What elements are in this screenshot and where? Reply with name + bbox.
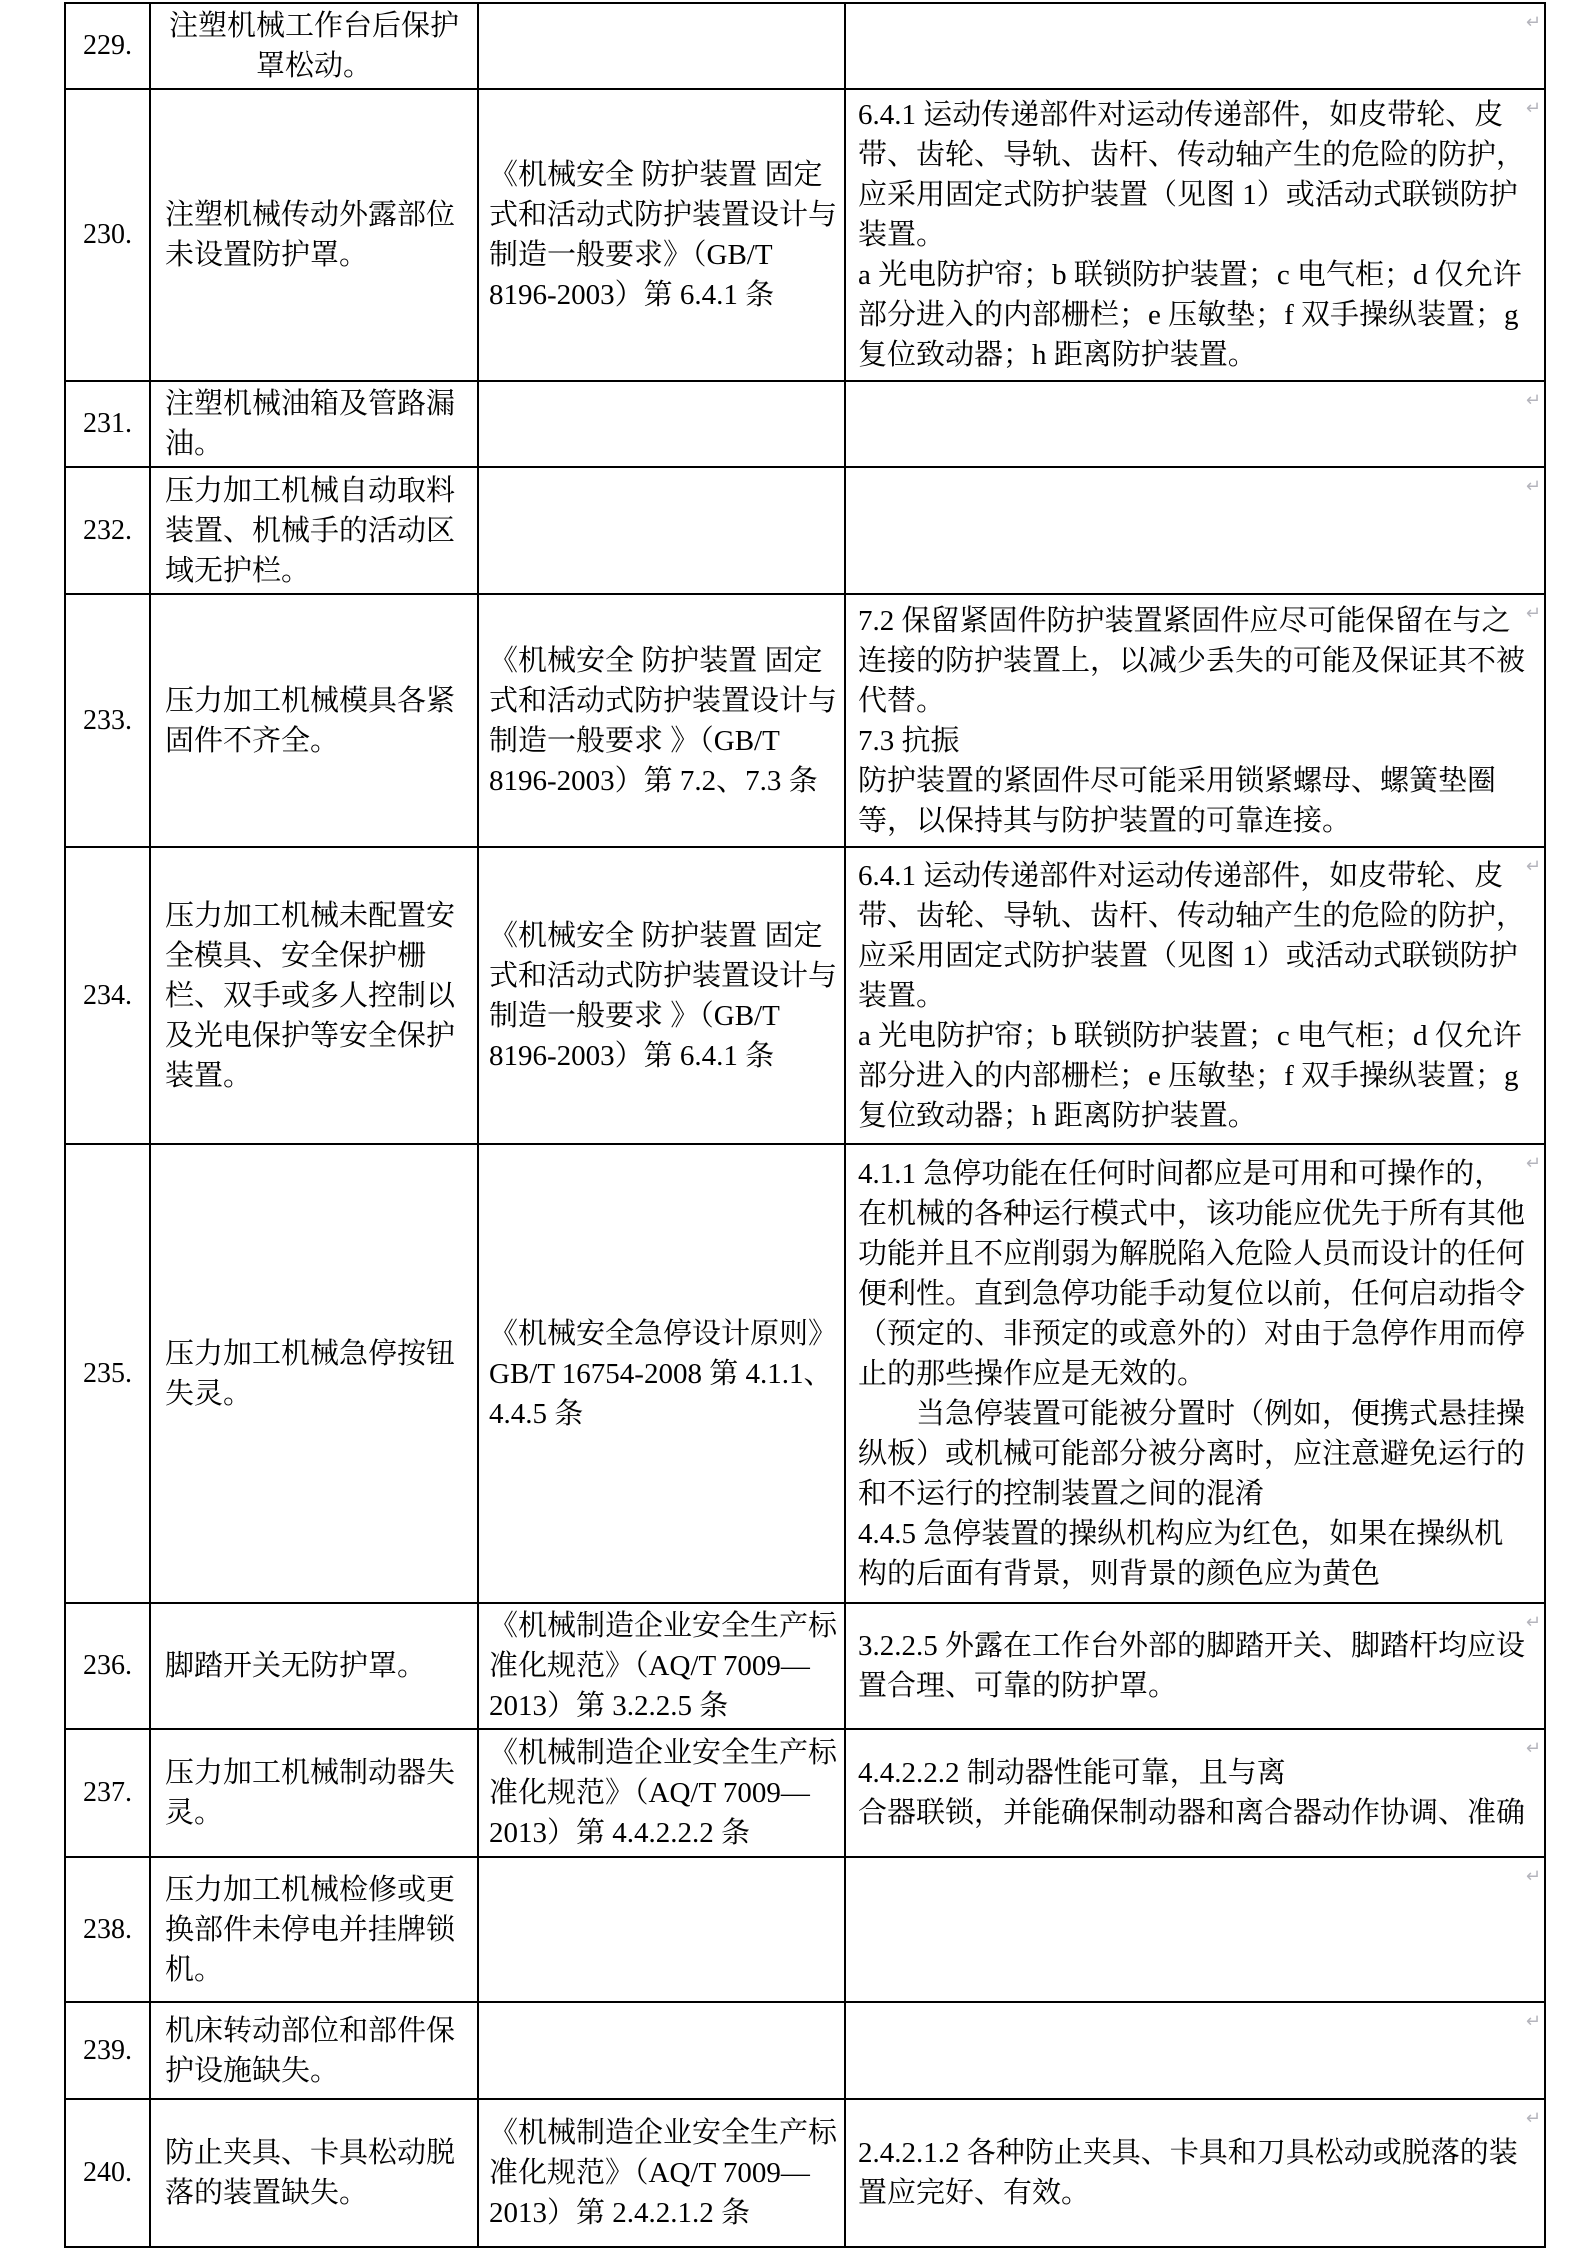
cell-end-mark-icon: ↵: [1525, 1153, 1541, 1174]
issue-cell: 压力加工机械急停按钮失灵。: [150, 1144, 478, 1603]
basis-cell: 《机械安全 防护装置 固定式和活动式防护装置设计与制造一般要求 》（GB/T 8196-2003）第 6.4.1 条: [478, 847, 845, 1144]
clause-cell: [845, 2002, 1545, 2099]
clause-cell: [845, 467, 1545, 594]
cell-end-mark-icon: ↵: [1525, 476, 1541, 497]
row-number: 236.: [65, 1603, 150, 1729]
cell-end-mark-icon: ↵: [1525, 2108, 1541, 2129]
clause-paragraph: 7.3 抗振: [858, 724, 960, 757]
basis-cell: 《机械制造企业安全生产标准化规范》（AQ/T 7009—2013）第 2.4.2.1.2 条: [478, 2099, 845, 2247]
row-number: 235.: [65, 1144, 150, 1603]
cell-end-mark-icon: ↵: [1525, 1738, 1541, 1759]
table-row: [65, 381, 1545, 467]
clause-cell: [845, 1144, 1545, 1603]
row-number: 231.: [65, 381, 150, 467]
table-row: [65, 1729, 1545, 1857]
basis-cell: 《机械制造企业安全生产标准化规范》（AQ/T 7009—2013）第 4.4.2.2.2 条: [478, 1729, 845, 1857]
clause-paragraph: 4.4.5 急停装置的操纵机构应为红色，如果在操纵机构的后面有背景，则背景的颜色应为黄色: [858, 1517, 1504, 1590]
basis-cell: 《机械安全 防护装置 固定式和活动式防护装置设计与制造一般要求》（GB/T 8196-2003）第 6.4.1 条: [478, 89, 845, 381]
issue-cell: 压力加工机械自动取料装置、机械手的活动区域无护栏。: [150, 467, 478, 594]
issue-cell: 防止夹具、卡具松动脱落的装置缺失。: [150, 2099, 478, 2247]
basis-cell: [478, 467, 845, 594]
table-row: [65, 467, 1545, 594]
safety-hazard-table: [64, 2, 1546, 2248]
table-row: [65, 594, 1545, 847]
clause-cell: [845, 3, 1545, 89]
clause-paragraph: a 光电防护帘；b 联锁防护装置；c 电气柜；d 仅允许部分进入的内部栅栏；e 压敏垫；f 双手操纵装置；g 复位致动器；h 距离防护装置。: [858, 259, 1522, 371]
clause-paragraph: 6.4.1 运动传递部件对运动传递部件，如皮带轮、皮带、齿轮、导轨、齿杆、传动轴产生的危险的防护，应采用固定式防护装置（见图 1）或活动式联锁防护装置。: [858, 99, 1526, 251]
basis-cell: 《机械安全急停设计原则》GB/T 16754-2008 第 4.1.1、4.4.5 条: [478, 1144, 845, 1603]
basis-cell: 《机械安全 防护装置 固定式和活动式防护装置设计与制造一般要求 》（GB/T 8196-2003）第 7.2、7.3 条: [478, 594, 845, 847]
table-row: [65, 2002, 1545, 2099]
clause-cell: [845, 89, 1545, 381]
cell-end-mark-icon: ↵: [1525, 12, 1541, 33]
clause-cell: [845, 1603, 1545, 1729]
issue-cell: 压力加工机械未配置安全模具、安全保护栅栏、双手或多人控制以及光电保护等安全保护装置。: [150, 847, 478, 1144]
row-number: 234.: [65, 847, 150, 1144]
clause-paragraph: 合器联锁，并能确保制动器和离合器动作协调、准确: [858, 1797, 1526, 1829]
cell-end-mark-icon: ↵: [1525, 390, 1541, 411]
cell-end-mark-icon: ↵: [1525, 98, 1541, 119]
row-number: 229.: [65, 3, 150, 89]
issue-cell: 机床转动部位和部件保护设施缺失。: [150, 2002, 478, 2099]
clause-paragraph: 防护装置的紧固件尽可能采用锁紧螺母、螺簧垫圈等，以保持其与防护装置的可靠连接。: [858, 764, 1497, 837]
cell-end-mark-icon: ↵: [1525, 856, 1541, 877]
issue-cell: 压力加工机械检修或更换部件未停电并挂牌锁机。: [150, 1857, 478, 2002]
clause-cell: [845, 1729, 1545, 1857]
clause-paragraph: 4.1.1 急停功能在任何时间都应是可用和可操作的，在机械的各种运行模式中，该功能应优先于所有其他功能并且不应削弱为解脱陷入危险人员而设计的任何便利性。直到急停功能手动复位以前，任何启动指令（预定的、非预定的或意外的）对由于急停作用而停止的那些操作应是无效的。: [858, 1157, 1526, 1390]
issue-cell: 脚踏开关无防护罩。: [150, 1603, 478, 1729]
cell-end-mark-icon: ↵: [1525, 603, 1541, 624]
row-number: 237.: [65, 1729, 150, 1857]
table-row: [65, 2099, 1545, 2247]
clause-cell: [845, 381, 1545, 467]
issue-cell: 注塑机械传动外露部位未设置防护罩。: [150, 89, 478, 381]
issue-cell: 压力加工机械制动器失灵。: [150, 1729, 478, 1857]
table-row: [65, 3, 1545, 89]
table-row: [65, 89, 1545, 381]
clause-paragraph: 4.4.2.2.2 制动器性能可靠，且与离: [858, 1757, 1286, 1789]
table-row: [65, 1603, 1545, 1729]
basis-cell: [478, 3, 845, 89]
clause-paragraph: 7.2 保留紧固件防护装置紧固件应尽可能保留在与之连接的防护装置上，以减少丢失的可能及保证其不被代替。: [858, 604, 1526, 717]
row-number: 239.: [65, 2002, 150, 2099]
clause-cell: [845, 594, 1545, 847]
table-row: [65, 847, 1545, 1144]
cell-end-mark-icon: ↵: [1525, 1866, 1541, 1887]
table-row: [65, 1144, 1545, 1603]
clause-paragraph: 6.4.1 运动传递部件对运动传递部件，如皮带轮、皮带、齿轮、导轨、齿杆、传动轴产生的危险的防护，应采用固定式防护装置（见图 1）或活动式联锁防护装置。: [858, 859, 1526, 1012]
row-number: 232.: [65, 467, 150, 594]
basis-cell: [478, 1857, 845, 2002]
row-number: 230.: [65, 89, 150, 381]
clause-paragraph: 3.2.2.5 外露在工作台外部的脚踏开关、脚踏杆均应设置合理、可靠的防护罩。: [858, 1630, 1526, 1702]
basis-cell: [478, 2002, 845, 2099]
row-number: 238.: [65, 1857, 150, 2002]
cell-end-mark-icon: ↵: [1525, 2011, 1541, 2032]
clause-paragraph: 2.4.2.1.2 各种防止夹具、卡具和刀具松动或脱落的装置应完好、有效。: [858, 2137, 1518, 2209]
clause-cell: [845, 847, 1545, 1144]
issue-cell: 压力加工机械模具各紧固件不齐全。: [150, 594, 478, 847]
issue-cell: 注塑机械工作台后保护罩松动。: [150, 3, 478, 89]
cell-end-mark-icon: ↵: [1525, 1612, 1541, 1633]
issue-cell: 注塑机械油箱及管路漏油。: [150, 381, 478, 467]
basis-cell: 《机械制造企业安全生产标准化规范》（AQ/T 7009—2013）第 3.2.2.5 条: [478, 1603, 845, 1729]
clause-cell: [845, 2099, 1545, 2247]
clause-paragraph: a 光电防护帘；b 联锁防护装置；c 电气柜；d 仅允许部分进入的内部栅栏；e 压敏垫；f 双手操纵装置；g 复位致动器；h 距离防护装置。: [858, 1019, 1522, 1132]
table-row: [65, 1857, 1545, 2002]
row-number: 240.: [65, 2099, 150, 2247]
clause-cell: [845, 1857, 1545, 2002]
row-number: 233.: [65, 594, 150, 847]
basis-cell: [478, 381, 845, 467]
clause-paragraph: 当急停装置可能被分置时（例如，便携式悬挂操纵板）或机械可能部分被分离时，应注意避免运行的和不运行的控制装置之间的混淆: [858, 1397, 1526, 1510]
